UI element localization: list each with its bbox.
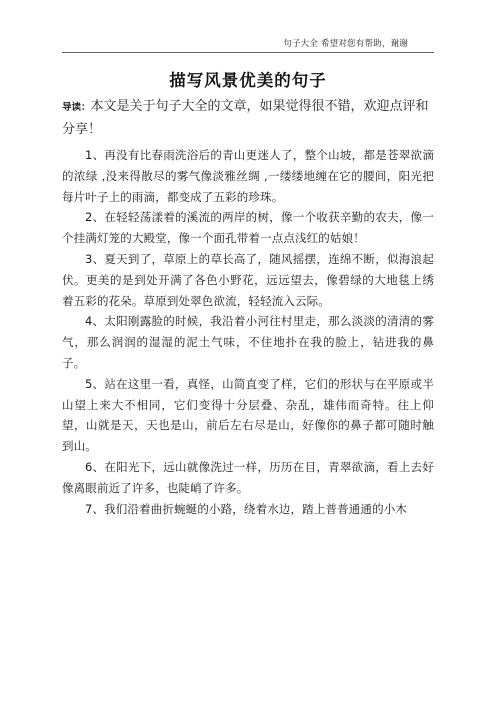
document-body	[62, 96, 434, 519]
paragraph-3: 3、夏天到了，草原上的草长高了，随风摇摆，连绵不断，似海浪起伏。更美的是到处开满了各色小野花，远远望去，像碧绿的大地毯上绣着五彩的花朵。草原到处翠色欲流，轻轻流入云际。	[62, 251, 434, 308]
paragraph-5: 5、站在这里一看，真怪，山简直变了样，它们的形状与在平原或半山望上来大不相同，它们变得十分层叠、杂乱，雄伟而奇特。往上仰望，山就是天，天也是山，前后左右尽是山，好像你的鼻子都可随时触到山。	[62, 376, 434, 454]
paragraph-4: 4、太阳刚露脸的时候，我沿着小河往村里走，那么淡淡的清清的雾气，那么润润的湿湿的泥土气味，不住地扑在我的脸上，钻进我的鼻子。	[62, 314, 434, 370]
running-header: 句子大全 希望对您有帮助，谢谢	[283, 39, 408, 49]
paragraph-1: 1、再没有比春雨洗浴后的青山更迷人了，整个山坡，都是苍翠欲滴的浓绿 ,没来得散尽的雾气像淡雅丝绸 ,一缕缕地缠在它的腰间，阳光把每片叶子上的雨滴，都变成了五彩的珍珠。	[62, 148, 434, 204]
paragraph-2: 2、在轻轻荡漾着的溪流的两岸的树，像一个收获辛勤的农夫，像一个挂满灯笼的大殿堂，像一个面孔带着一点点浅红的姑娘！	[62, 210, 434, 246]
header-divider	[62, 52, 434, 53]
intro-text: 本文是关于句子大全的文章，如果觉得很不错，欢迎点评和分享！	[62, 99, 429, 137]
intro-paragraph	[62, 96, 434, 141]
intro-label: 导读：	[62, 102, 91, 113]
paragraph-7: 7、我们沿着曲折蜿蜒的小路，绕着水边，踏上普普通通的小木	[85, 501, 408, 516]
document-title: 描写风景优美的句子	[169, 71, 327, 90]
paragraph-6: 6、在阳光下，远山就像洗过一样，历历在目，青翠欲滴，看上去好像离眼前近了许多，也陡峭了许多。	[62, 459, 434, 495]
